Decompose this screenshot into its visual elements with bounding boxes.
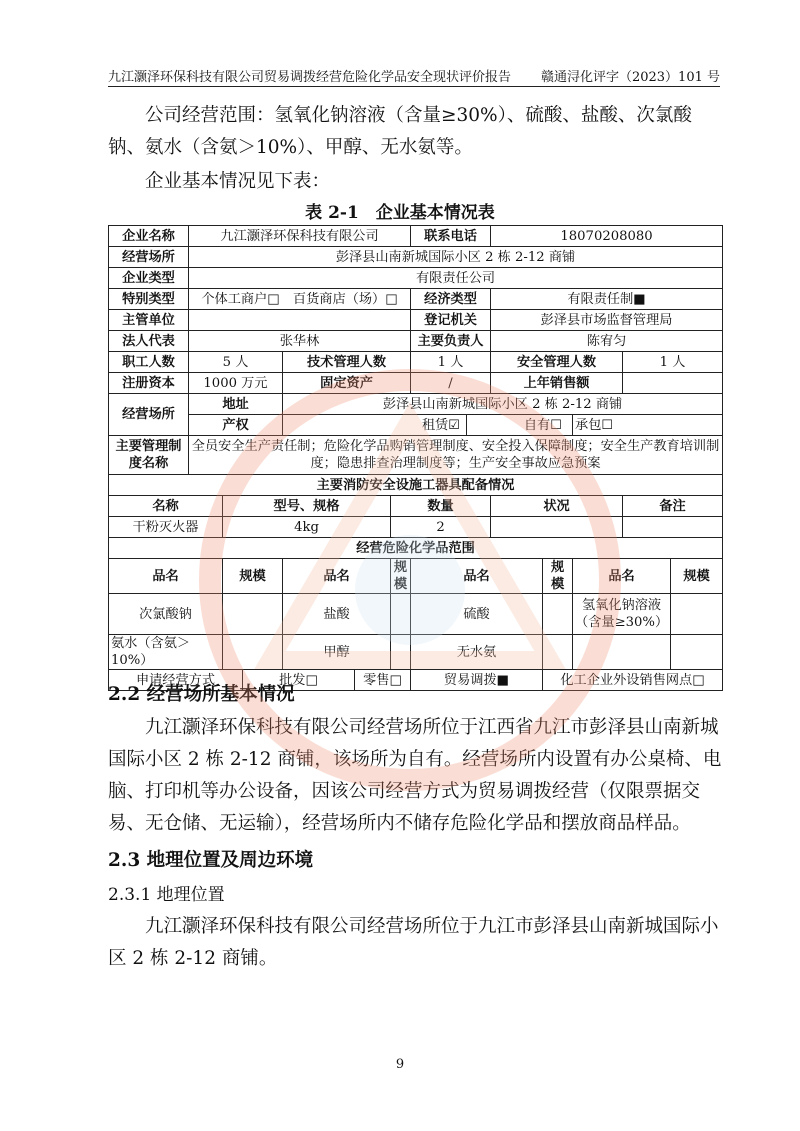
fire-header-name: 名称 [109,496,223,517]
site-value: 彭泽县山南新城国际小区 2 栋 2-12 商铺 [189,247,723,268]
chem-header-scale-1: 规模 [223,559,283,594]
section-2-2-body: 九江灏泽环保科技有限公司经营场所位于江西省九江市彭泽县山南新城国际小区 2 栋 2-12 商铺，该场所为自有。经营场所内设置有办公桌椅、电脑、打印机等办公设备，因该公司经营方式为贸易调拨经营（仅限票据交易、无仓储、无运输），经营场所内不储存危险化学品和摆放商品样品。 [108,717,722,834]
economic-type-value: 有限责任制■ [491,289,723,310]
table-row [109,635,723,670]
table-row [109,373,723,394]
table-row [109,538,723,559]
fire-header-remark: 备注 [623,496,723,517]
apply-option-retail: 零售□ [355,670,411,691]
chem-cell [543,594,573,635]
chem-cell [391,635,411,670]
apply-option-wholesale: 批发□ [243,670,355,691]
table-row [109,559,723,594]
fixed-assets-value: / [411,373,491,394]
property-contract: 承包☐ [573,415,723,436]
page-number: 9 [395,1057,405,1072]
table-row [109,415,723,436]
legal-rep-label: 法人代表 [109,331,189,352]
fire-item-remark [623,517,723,538]
chem-cell [543,635,573,670]
staff-count-value: 5 人 [189,352,283,373]
table-row [109,436,723,475]
authority-label: 主管单位 [109,310,189,331]
table-row [109,352,723,373]
registration-org-label: 登记机关 [411,310,491,331]
principal-label: 主要负责人 [411,331,491,352]
table-row [109,268,723,289]
apply-option-outlet: 化工企业外设销售网点□ [543,670,723,691]
section-2-3-1-title: 2.3.1 地理位置 [108,885,225,905]
property-label: 产权 [189,415,283,436]
company-info-table [108,225,723,691]
business-scope-paragraph: 公司经营范围：氢氧化钠溶液（含量≥30%）、硫酸、盐酸、次氯酸钠、氨水（含氨＞10%）、甲醇、无水氨等。 [108,105,692,158]
chem-cell [573,635,671,670]
chem-header-scale-2: 规模 [391,559,411,594]
chem-cell: 硫酸 [411,594,543,635]
header-divider [108,86,720,87]
last-sales-value [623,373,723,394]
chem-header-name-4: 品名 [573,559,671,594]
fire-header-qty: 数量 [391,496,491,517]
table-row [109,394,723,415]
address-label: 地址 [189,394,283,415]
company-name-label: 企业名称 [109,226,189,247]
fire-item-model: 4kg [223,517,391,538]
fixed-assets-label: 固定资产 [283,373,411,394]
table-row [109,475,723,496]
special-type-value: 个体工商户□ 百货商店（场）□ [189,289,411,310]
fire-item-status [491,517,623,538]
safety-mgr-value: 1 人 [623,352,723,373]
fire-item-name: 干粉灭火器 [109,517,223,538]
chem-cell: 无水氨 [411,635,543,670]
fire-section-title: 主要消防安全设施工器具配备情况 [109,475,723,496]
table-row [109,310,723,331]
safety-mgr-label: 安全管理人数 [491,352,623,373]
table-row [109,289,723,310]
address-value: 彭泽县山南新城国际小区 2 栋 2-12 商铺 [283,394,723,415]
property-own: 自有☐ [467,415,573,436]
chem-cell [391,594,411,635]
tech-mgr-label: 技术管理人数 [283,352,411,373]
section-2-2-title: 2.2 经营场所基本情况 [108,684,295,705]
chem-cell [671,635,723,670]
special-type-label: 特别类型 [109,289,189,310]
company-name-value: 九江灏泽环保科技有限公司 [189,226,411,247]
fire-header-status: 状况 [491,496,623,517]
staff-count-label: 职工人数 [109,352,189,373]
chem-cell [671,594,723,635]
see-table-paragraph: 企业基本情况见下表： [145,171,331,192]
authority-value [189,310,411,331]
economic-type-label: 经济类型 [411,289,491,310]
chem-cell: 氢氧化钠溶液（含量≥30%） [573,594,671,635]
header-left: 九江灏泽环保科技有限公司贸易调拨经营危险化学品安全现状评价报告 [108,70,512,85]
table-row [109,496,723,517]
principal-value: 陈宥匀 [491,331,723,352]
chem-cell: 氨水（含氨＞10%） [109,635,223,670]
chem-header-name-1: 品名 [109,559,223,594]
chem-cell: 次氯酸钠 [109,594,223,635]
tech-mgr-value: 1 人 [411,352,491,373]
chem-header-scale-3: 规模 [543,559,573,594]
table-title: 表 2-1 企业基本情况表 [305,203,495,223]
chem-cell: 甲醇 [283,635,391,670]
last-sales-label: 上年销售额 [491,373,623,394]
apply-option-trade: 贸易调拨■ [411,670,543,691]
phone-value: 18070208080 [491,226,723,247]
property-rent: 租赁☑ [283,415,467,436]
legal-rep-value: 张华林 [189,331,411,352]
mgmt-system-label: 主要管理制度名称 [109,436,189,475]
mgmt-system-value: 全员安全生产责任制；危险化学品购销管理制度、安全投入保障制度；安全生产教育培训制度；隐患排查治理制度等；生产安全事故应急预案 [189,436,723,475]
table-row [109,247,723,268]
site-label: 经营场所 [109,247,189,268]
phone-label: 联系电话 [411,226,491,247]
header-right: 赣通浔化评字（2023）101 号 [540,70,720,85]
registration-org-value: 彭泽县市场监督管理局 [491,310,723,331]
table-row [109,517,723,538]
page-header [108,66,720,85]
chem-header-scale-4: 规模 [671,559,723,594]
table-row [109,226,723,247]
chem-header-name-3: 品名 [411,559,543,594]
table-row [109,331,723,352]
chem-cell [223,594,283,635]
chem-cell: 盐酸 [283,594,391,635]
fire-item-qty: 2 [391,517,491,538]
chem-section-title: 经营危险化学品范围 [109,538,723,559]
chem-header-name-2: 品名 [283,559,391,594]
fire-header-model: 型号、规格 [223,496,391,517]
capital-value: 1000 万元 [189,373,283,394]
table-row [109,594,723,635]
company-type-label: 企业类型 [109,268,189,289]
company-type-value: 有限责任公司 [189,268,723,289]
section-2-3-1-body: 九江灏泽环保科技有限公司经营场所位于九江市彭泽县山南新城国际小区 2 栋 2-12 商铺。 [108,916,719,969]
chem-cell [223,635,283,670]
section-2-3-title: 2.3 地理位置及周边环境 [108,850,314,871]
capital-label: 注册资本 [109,373,189,394]
apply-mode-label: 申请经营方式 [109,670,243,691]
site2-label: 经营场所 [109,394,189,436]
